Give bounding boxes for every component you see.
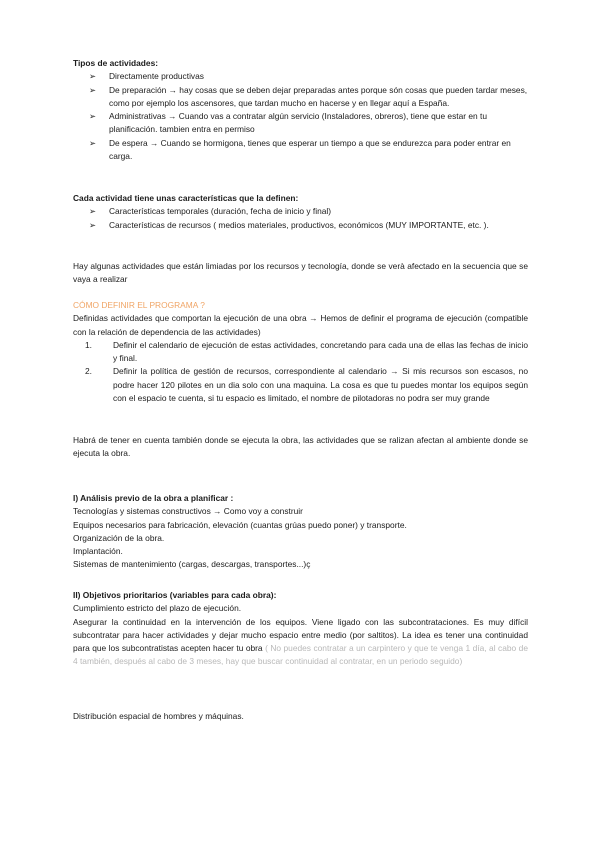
arrow-bullet-icon: ➢ [89, 111, 97, 122]
list-item: ➢ Características temporales (duración, fecha de inicio y final) [73, 205, 528, 218]
activity-types-section [73, 57, 528, 163]
list-item: ➢ De espera → Cuando se hormigona, tienes que esperar un tiempo a que se endurezca para poder entrar en carga. [73, 137, 528, 164]
objectives-paragraph: Asegurar la continuidad en la intervención de los equipos. Viene ligado con las subcontrataciones. Es muy difícil subcontratar para hacer actividades y dejar mucho espacio entre medio (por saltitos). La idea es tener una continuidad para que los subcontratistas acepten hacer tu obra ( No puedes contratar a un carpintero y que te venga 1 día, al cabo de 4 también, después al cabo de 3 meses, hay que buscar continuidad al contratar, en un periodo seguido) [73, 616, 528, 667]
program-intro: Definidas actividades que comportan la ejecución de una obra → Hemos de definir el programa de ejecución (compatible con la relación de dependencia de las actividades) [73, 313, 528, 337]
objectives-section [73, 589, 528, 669]
arrow-bullet-icon: ➢ [89, 219, 97, 230]
gray-aside-text: ( No puedes contratar a un carpintero y que te venga 1 día, al cabo de 4 también, después al cabo de 3 meses, hay que buscar continuidad al contratar, en un periodo seguido) [73, 643, 528, 667]
analysis-line: Implantación. [73, 546, 123, 557]
arrow-bullet-icon: ➢ [89, 206, 97, 217]
location-note: Habrá de tener en cuenta también donde se ejecuta la obra, las actividades que se ralizan afectan al ambiente donde se ejecuta la obra. [73, 435, 528, 459]
numbered-item: 1. Definir el calendario de ejecución de estas actividades, concretando para cada una de ellas las fechas de inicio y final. [85, 339, 528, 364]
distribution-line: Distribución espacial de hombres y máquinas. [73, 711, 244, 721]
program-heading: CÓMO DEFINIR EL PROGRAMA ? [73, 300, 205, 310]
list-item: ➢ De preparación → hay cosas que se deben dejar preparadas antes porque són cosas que pueden tardar meses, como por ejemplo los ascensores, que tardan mucho en hacerse y en llegar aquí a España. [73, 84, 528, 111]
characteristics-title: Cada actividad tiene unas características que la definen: [73, 193, 299, 203]
analysis-line: Equipos necesarios para fabricación, elevación (cuantas grúas puedo poner) y transporte. [73, 519, 407, 530]
arrow-bullet-icon: ➢ [89, 71, 97, 82]
analysis-line: Sistemas de mantenimiento (cargas, descargas, transportes...)ç [73, 559, 311, 570]
analysis-line: Tecnologías y sistemas constructivos → Como voy a construir [73, 506, 303, 517]
list-item: ➢ Administrativas → Cuando vas a contratar algún servicio (Instaladores, obreros), tiene que estar en tu planificación. tambien entra en permiso [73, 110, 528, 137]
objectives-line: Cumplimiento estricto del plazo de ejecución. [73, 603, 242, 614]
objectives-title: II) Objetivos prioritarios (variables para cada obra): [73, 590, 277, 600]
analysis-title: I) Análisis previo de la obra a planificar : [73, 493, 234, 503]
list-item: ➢ Directamente productivas [73, 70, 528, 83]
program-section [73, 299, 528, 405]
characteristics-section [73, 192, 528, 232]
numbered-item: 2. Definir la política de gestión de recursos, correspondiente al calendario → Si mis recursos son escasos, no podre hacer 120 pilotes en un dia solo con una maquina. La cosa es que tu puedes montar los equipos según con el espacio te cuenta, si tu espacio es limitado, el nombre de pilotadoras no podra ser muy grande [85, 366, 528, 404]
limited-activities-paragraph: Hay algunas actividades que están limiadas por los recursos y tecnología, donde se verà afectado en la secuencia que se vaya a realizar [73, 261, 528, 285]
arrow-bullet-icon: ➢ [89, 84, 97, 95]
analysis-line: Organización de la obra. [73, 532, 165, 543]
analysis-section [73, 492, 528, 572]
activity-types-title: Tipos de actividades: [73, 58, 159, 68]
arrow-bullet-icon: ➢ [89, 137, 97, 148]
list-item: ➢ Características de recursos ( medios materiales, productivos, económicos (MUY IMPORTANTE, etc. ). [73, 219, 528, 232]
